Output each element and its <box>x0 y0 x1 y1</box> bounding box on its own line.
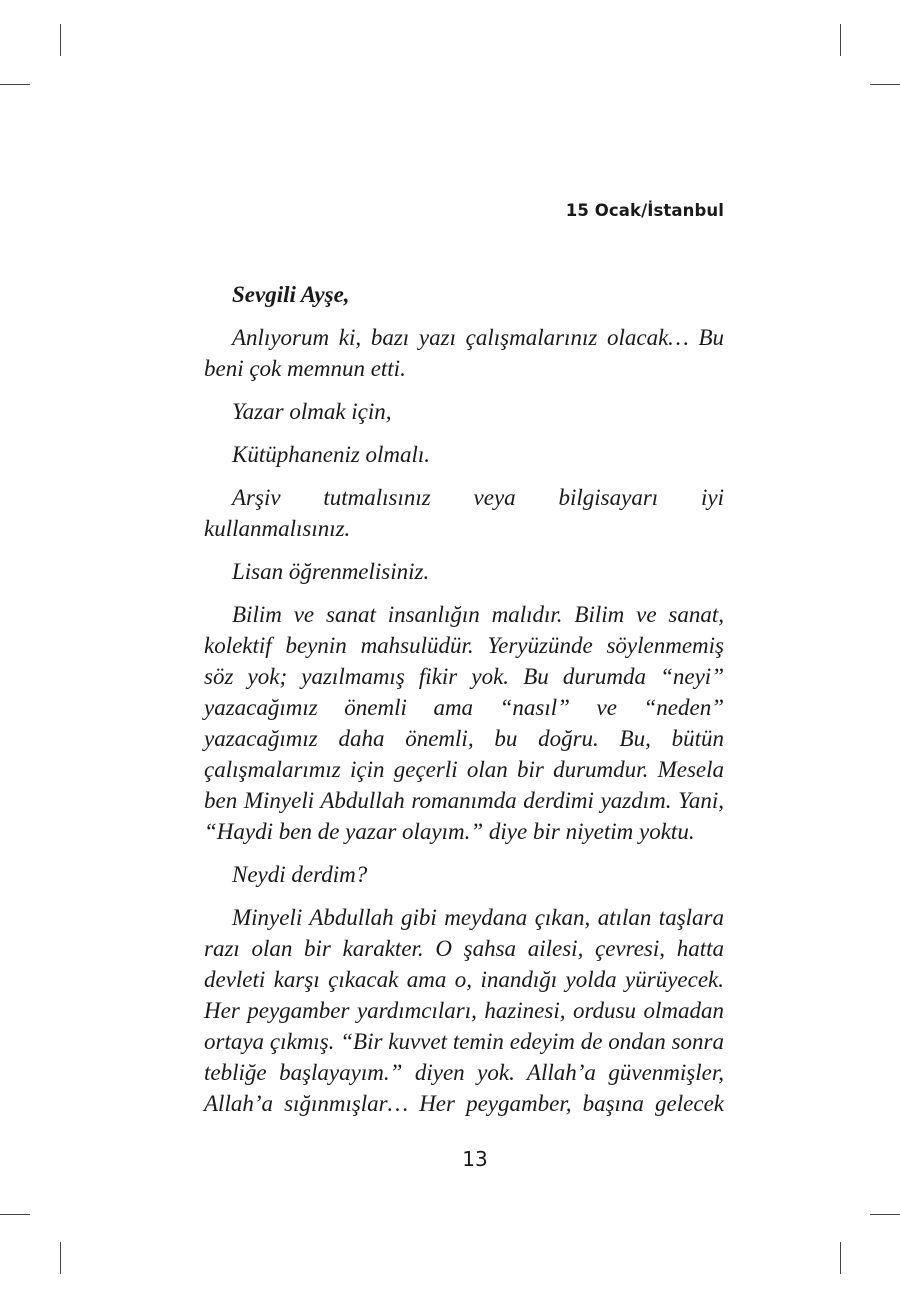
letter-salutation: Sevgili Ayşe, <box>232 282 350 307</box>
letter-paragraph: Arşiv tutmalısınız veya bilgisayarı iyi kullanmalısınız. <box>204 485 724 541</box>
letter-paragraph: Bilim ve sanat insanlığın malıdır. Bilim ve sanat, kolektif beynin mahsulüdür. Yeryüzünde söylenmemiş söz yok; yazılmamış fikir yok. Bu durumda “neyi” yazacağımız önemli ama “nasıl” ve “neden” yazacağımız daha önemli, bu doğru. Bu, bütün çalışmalarımız için geçerli olan bir durumdur. Mesela ben Minyeli Abdullah romanımda derdimi yazdım. Yani, “Haydi ben de yazar olayım.” diye bir niyetim yoktu. <box>204 602 724 844</box>
page-number: 13 <box>462 1147 488 1171</box>
letter-paragraph: Anlıyorum ki, bazı yazı çalışmalarınız olacak… Bu beni çok memnun etti. <box>204 325 724 381</box>
crop-mark-bottom-left-horizontal <box>0 1214 30 1215</box>
crop-mark-top-right-vertical <box>840 24 841 56</box>
letter-date-location: 15 Ocak/İstanbul <box>565 201 724 220</box>
crop-mark-bottom-right-vertical <box>840 1242 841 1274</box>
letter-paragraph: Lisan öğrenmelisiniz. <box>232 559 430 584</box>
letter-paragraph: Yazar olmak için, <box>232 399 392 424</box>
crop-mark-bottom-left-vertical <box>60 1242 61 1274</box>
crop-mark-top-left-vertical <box>60 24 61 56</box>
crop-mark-top-left-horizontal <box>0 84 30 85</box>
letter-paragraph: Kütüphaneniz olmalı. <box>232 442 431 467</box>
crop-mark-bottom-right-horizontal <box>870 1214 900 1215</box>
crop-mark-top-right-horizontal <box>870 84 900 85</box>
letter-paragraph: Neydi derdim? <box>232 862 368 887</box>
letter-paragraph: Minyeli Abdullah gibi meydana çıkan, atılan taşlara razı olan bir karakter. O şahsa ailesi, çevresi, hatta devleti karşı çıkacak ama o, inandığı yolda yürüyecek. Her peygamber yardımcıları, hazinesi, ordusu olmadan ortaya çıkmış. “Bir kuvvet temin edeyim de ondan sonra tebliğe başlayayım.” diyen yok. Allah’a güvenmişler, Allah’a sığınmışlar… Her peygamber, başına gelecek <box>204 905 724 1116</box>
letter-body <box>204 279 724 1119</box>
